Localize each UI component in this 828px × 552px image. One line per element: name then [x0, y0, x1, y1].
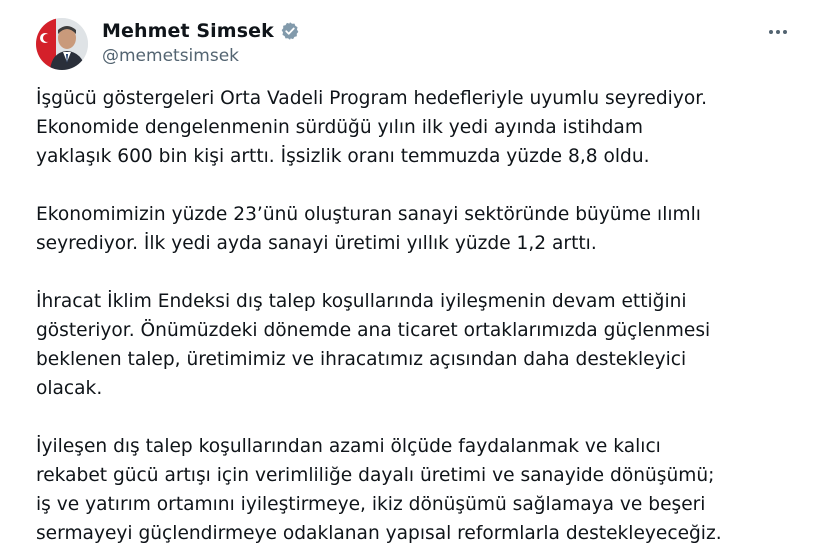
more-horizontal-icon-dot: [783, 30, 787, 34]
tweet-text: [36, 84, 806, 548]
author-name-row: [102, 20, 300, 42]
more-horizontal-icon: [769, 30, 773, 34]
tweet-paragraph: Ekonomimizin yüzde 23’ünü oluşturan sanayi sektöründe büyüme ılımlı seyrediyor. İlk yedi ayda sanayi üretimi yıllık yüzde 1,2 arttı.: [36, 204, 701, 254]
more-horizontal-icon-dot: [776, 30, 780, 34]
avatar[interactable]: [36, 18, 88, 70]
more-options-button[interactable]: [764, 20, 792, 44]
author-handle[interactable]: @memetsimsek: [102, 46, 240, 66]
tweet-paragraph: İhracat İklim Endeksi dış talep koşullarında iyileşmenin devam ettiğini gösteriyor. Önümüzdeki dönemde ana ticaret ortaklarımızda güçlenmesi beklenen talep, üretimimiz ve ihracatımız açısından daha destekleyici olacak.: [36, 291, 711, 399]
tweet-paragraph: İşgücü göstergeleri Orta Vadeli Program hedefleriyle uyumlu seyrediyor. Ekonomide dengelenmenin sürdüğü yılın ilk yedi ayında istihdam yaklaşık 600 bin kişi arttı. İşsizlik oranı temmuzda yüzde 8,8 oldu.: [36, 88, 708, 167]
avatar-portrait-icon: [36, 18, 88, 70]
verified-badge-icon: [280, 21, 300, 41]
author-display-name[interactable]: Mehmet Simsek: [102, 20, 274, 42]
tweet-paragraph: İyileşen dış talep koşullarından azami ölçüde faydalanmak ve kalıcı rekabet gücü artışı için verimliliğe dayalı üretimi ve sanayide dönüşümü; iş ve yatırım ortamını iyileştirmeye, ikiz dönüşümü sağlamaya ve beşeri sermayeyi güçlendirmeye odaklanan yapısal reformlarla destekleyeceğiz.: [36, 436, 722, 544]
